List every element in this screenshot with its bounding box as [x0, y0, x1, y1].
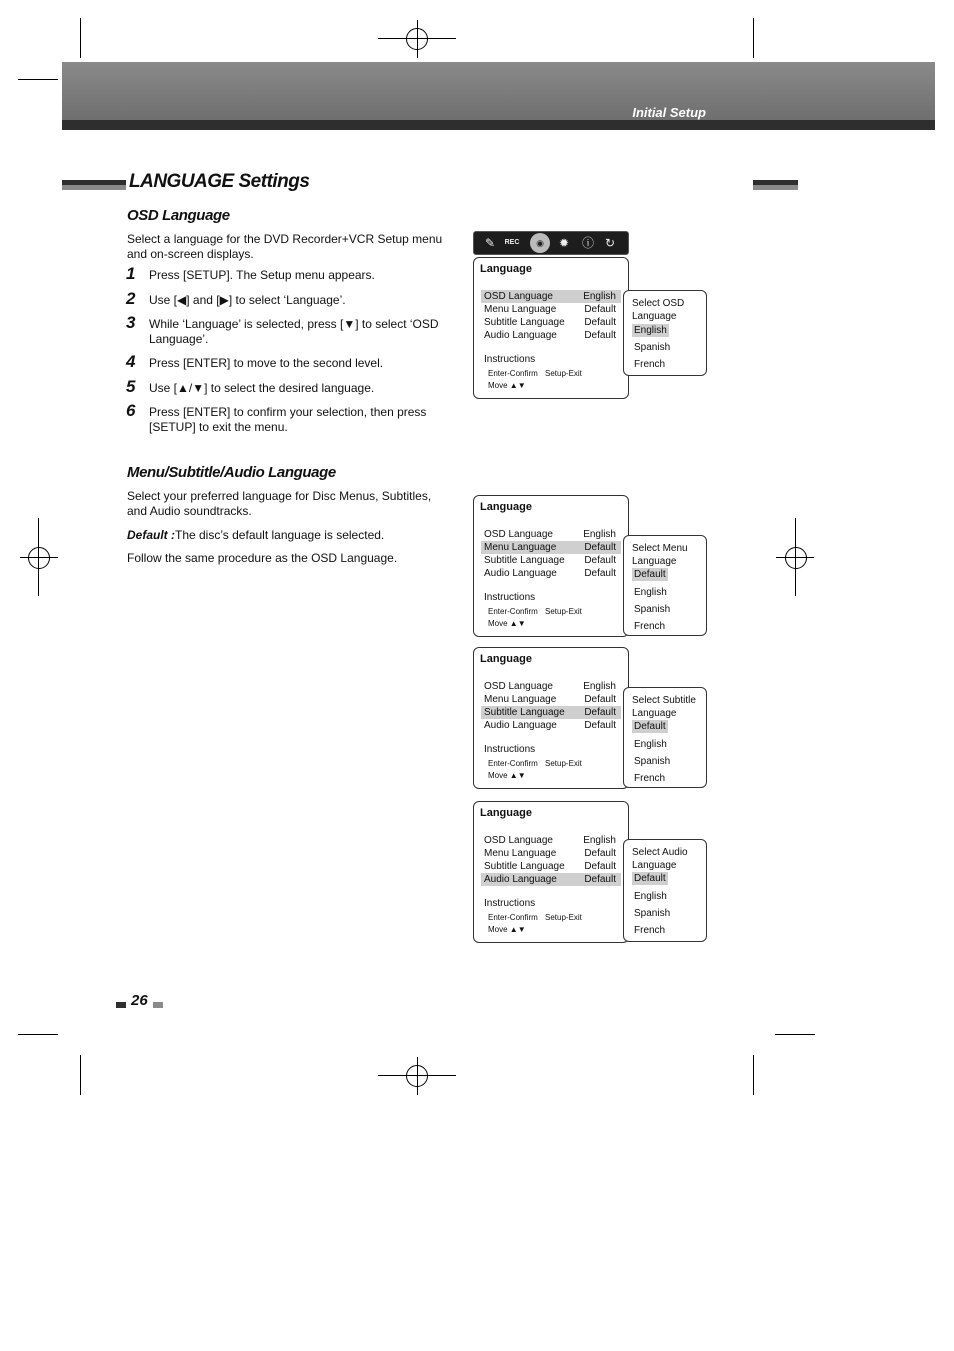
move-hint: Move ▲▼ [488, 771, 526, 780]
menu-row-subtitle-language[interactable]: Subtitle Language Default [484, 555, 616, 566]
move-hint: Move ▲▼ [488, 381, 526, 390]
submenu-option[interactable]: Default [634, 569, 666, 580]
submenu-option[interactable]: Spanish [634, 342, 671, 353]
menu-row-menu-language[interactable]: Menu Language Default [481, 541, 621, 554]
submenu-option[interactable]: English [634, 325, 667, 336]
submenu-option[interactable]: Default [634, 873, 666, 884]
osd-heading: OSD Language [127, 207, 230, 224]
crop-mark [775, 1034, 815, 1035]
step-number: 4 [126, 352, 136, 371]
setup-exit-hint: Setup-Exit [545, 607, 582, 616]
language-menu-audio [473, 801, 629, 943]
step-text: Press [ENTER] to confirm your selection, then press [SETUP] to exit the menu. [149, 405, 427, 434]
menu-title: Language [480, 501, 532, 513]
menu-title: Language [480, 653, 532, 665]
submenu-option[interactable]: English [634, 587, 667, 598]
setup-tab-bar[interactable] [473, 231, 629, 255]
language-icon[interactable]: ◉ [530, 233, 550, 253]
menu-row-audio-language[interactable]: Audio Language Default [484, 720, 616, 731]
submenu-audio [623, 839, 707, 942]
default-label: Default : [127, 528, 175, 542]
step-number: 5 [126, 377, 136, 396]
submenu-option[interactable]: Spanish [634, 908, 671, 919]
menu-title: Language [480, 807, 532, 819]
step-text: While ‘Language’ is selected, press [▼] to select ‘OSD Language’. [149, 317, 439, 346]
submenu-option[interactable]: Spanish [634, 756, 671, 767]
setup-exit-hint: Setup-Exit [545, 369, 582, 378]
registration-circle-icon [785, 547, 807, 569]
language-menu-menu [473, 495, 629, 637]
header-band-stripe [62, 120, 935, 130]
menu-row-osd-language[interactable]: OSD Language English [481, 290, 621, 303]
submenu-title: Select Menu Language [632, 543, 688, 567]
menu-row-osd-language[interactable]: OSD Language English [484, 835, 616, 846]
osd-intro: Select a language for the DVD Recorder+VCR Setup menu and on-screen displays. [127, 232, 443, 261]
language-menu-subtitle [473, 647, 629, 789]
enter-confirm-hint: Enter-Confirm [488, 759, 538, 768]
crop-mark [18, 1034, 58, 1035]
submenu-option[interactable]: English [634, 739, 667, 750]
menu-row-subtitle-language[interactable]: Subtitle Language Default [484, 861, 616, 872]
tools-icon[interactable]: ✎ [484, 236, 496, 250]
menu-row-audio-language[interactable]: Audio Language Default [484, 330, 616, 341]
setup-exit-hint: Setup-Exit [545, 759, 582, 768]
refresh-icon[interactable]: ↻ [604, 236, 616, 250]
submenu-menu [623, 535, 707, 636]
crop-mark [80, 1055, 81, 1095]
language-menu-osd [473, 257, 629, 399]
registration-circle-icon [406, 1065, 428, 1087]
step-number: 1 [126, 264, 136, 283]
step-text: Press [ENTER] to move to the second level. [149, 356, 384, 370]
enter-confirm-hint: Enter-Confirm [488, 607, 538, 616]
rec-icon[interactable]: REC [504, 239, 520, 246]
crop-mark [753, 18, 754, 58]
page-number-bar [116, 1002, 126, 1008]
menu-row-subtitle-language[interactable]: Subtitle Language Default [481, 706, 621, 719]
submenu-osd [623, 290, 707, 376]
step-number: 3 [126, 313, 136, 332]
menu-title: Language [480, 263, 532, 275]
submenu-option[interactable]: English [634, 891, 667, 902]
title-bar-right [753, 180, 798, 190]
msa-intro: Select your preferred language for Disc Menus, Subtitles, and Audio soundtracks. [127, 489, 432, 518]
crop-mark [80, 18, 81, 58]
crop-mark [18, 79, 58, 80]
submenu-title: Select Subtitle Language [632, 695, 696, 719]
crop-mark [753, 1055, 754, 1095]
msa-heading: Menu/Subtitle/Audio Language [127, 464, 336, 481]
setup-exit-hint: Setup-Exit [545, 913, 582, 922]
gear-icon[interactable]: ✹ [558, 236, 570, 250]
submenu-option[interactable]: Default [634, 721, 666, 732]
menu-row-menu-language[interactable]: Menu Language Default [484, 848, 616, 859]
instructions-label: Instructions [484, 744, 536, 755]
move-hint: Move ▲▼ [488, 925, 526, 934]
menu-row-audio-language[interactable]: Audio Language Default [481, 873, 621, 886]
enter-confirm-hint: Enter-Confirm [488, 369, 538, 378]
follow-text: Follow the same procedure as the OSD Language. [127, 551, 398, 565]
menu-row-menu-language[interactable]: Menu Language Default [484, 304, 616, 315]
submenu-title: Select Audio Language [632, 847, 688, 871]
menu-row-osd-language[interactable]: OSD Language English [484, 681, 616, 692]
step-text: Press [SETUP]. The Setup menu appears. [149, 268, 375, 282]
instructions-label: Instructions [484, 354, 536, 365]
submenu-option[interactable]: French [634, 359, 666, 370]
step-number: 2 [126, 289, 136, 308]
submenu-title: Select OSD Language [632, 298, 685, 322]
submenu-option[interactable]: French [634, 773, 666, 784]
submenu-option[interactable]: Spanish [634, 604, 671, 615]
submenu-option[interactable]: French [634, 925, 666, 936]
step-text: Use [▲/▼] to select the desired language. [149, 381, 375, 395]
registration-circle-icon [406, 28, 428, 50]
submenu-option[interactable]: French [634, 621, 666, 632]
title-bar-left [62, 180, 126, 190]
default-text: The disc’s default language is selected. [175, 528, 385, 542]
step-text: Use [◀] and [▶] to select ‘Language’. [149, 293, 346, 307]
page-number: 26 [131, 992, 148, 1009]
menu-row-osd-language[interactable]: OSD Language English [484, 529, 616, 540]
menu-row-subtitle-language[interactable]: Subtitle Language Default [484, 317, 616, 328]
page-title: LANGUAGE Settings [129, 171, 310, 192]
menu-row-menu-language[interactable]: Menu Language Default [484, 694, 616, 705]
registration-circle-icon [28, 547, 50, 569]
instructions-label: Instructions [484, 898, 536, 909]
info-icon[interactable]: ⓘ [581, 236, 594, 250]
page-number-bar [153, 1002, 163, 1008]
section-label: Initial Setup [632, 105, 706, 120]
step-number: 6 [126, 401, 136, 420]
move-hint: Move ▲▼ [488, 619, 526, 628]
menu-row-audio-language[interactable]: Audio Language Default [484, 568, 616, 579]
submenu-subtitle [623, 687, 707, 788]
enter-confirm-hint: Enter-Confirm [488, 913, 538, 922]
instructions-label: Instructions [484, 592, 536, 603]
